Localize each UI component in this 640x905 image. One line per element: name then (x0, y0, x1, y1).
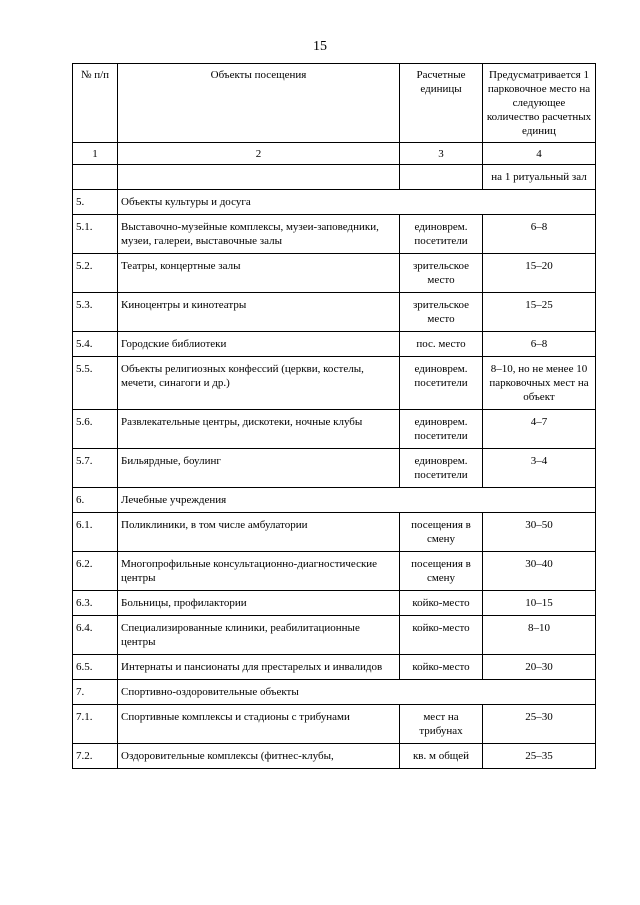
table-body (73, 165, 596, 769)
section-title: Лечебные учреждения (118, 488, 596, 513)
unit: койко-место (400, 591, 483, 616)
object-name: Городские библиотеки (118, 332, 400, 357)
object-name: Спортивные комплексы и стадионы с трибунами (118, 705, 400, 744)
object-name: Развлекательные центры, дискотеки, ночные клубы (118, 410, 400, 449)
header-parking-ratio: Предусматривается 1 парковочное место на следующее количество расчетных единиц (483, 64, 596, 143)
table-row (73, 655, 596, 680)
object-name: Киноцентры и кинотеатры (118, 293, 400, 332)
parking-value: 10–15 (483, 591, 596, 616)
object-name: Поликлиники, в том числе амбулатории (118, 513, 400, 552)
parking-value: 15–20 (483, 254, 596, 293)
header-row (73, 64, 596, 143)
row-number: 7.1. (73, 705, 118, 744)
unit: посещения в смену (400, 513, 483, 552)
table-row (73, 332, 596, 357)
row-number: 6.2. (73, 552, 118, 591)
section-row (73, 488, 596, 513)
column-number: 4 (483, 143, 596, 165)
parking-value: 6–8 (483, 215, 596, 254)
row-number: 5. (73, 190, 118, 215)
row-number: 6.5. (73, 655, 118, 680)
table-row (73, 449, 596, 488)
section-title: Спортивно-оздоровительные объекты (118, 680, 596, 705)
table-row (73, 254, 596, 293)
unit: посещения в смену (400, 552, 483, 591)
unit: мест на трибунах (400, 705, 483, 744)
parking-value: 6–8 (483, 332, 596, 357)
row-number: 5.6. (73, 410, 118, 449)
row-number: 5.7. (73, 449, 118, 488)
parking-value: 30–50 (483, 513, 596, 552)
section-row (73, 190, 596, 215)
unit: единоврем. посетители (400, 215, 483, 254)
unit: кв. м общей (400, 744, 483, 769)
unit: зрительское место (400, 293, 483, 332)
column-numbers-row (73, 143, 596, 165)
row-number: 5.4. (73, 332, 118, 357)
column-number: 2 (118, 143, 400, 165)
object-name: Специализированные клиники, реабилитационные центры (118, 616, 400, 655)
parking-value: 25–30 (483, 705, 596, 744)
unit: единоврем. посетители (400, 357, 483, 410)
header-objects: Объекты посещения (118, 64, 400, 143)
object-name (118, 165, 400, 190)
unit: пос. место (400, 332, 483, 357)
object-name: Интернаты и пансионаты для престарелых и инвалидов (118, 655, 400, 680)
object-name: Бильярдные, боулинг (118, 449, 400, 488)
parking-value: 8–10 (483, 616, 596, 655)
unit: койко-место (400, 655, 483, 680)
parking-value: на 1 ритуальный зал (483, 165, 596, 190)
row-number: 6. (73, 488, 118, 513)
header-units: Расчетные единицы (400, 64, 483, 143)
parking-value: 20–30 (483, 655, 596, 680)
object-name: Больницы, профилактории (118, 591, 400, 616)
header-number: № п/п (73, 64, 118, 143)
page-number: 15 (313, 39, 327, 54)
row-number: 7. (73, 680, 118, 705)
parking-value: 4–7 (483, 410, 596, 449)
parking-value: 8–10, но не менее 10 парковочных мест на объект (483, 357, 596, 410)
unit: единоврем. посетители (400, 449, 483, 488)
section-title: Объекты культуры и досуга (118, 190, 596, 215)
unit: единоврем. посетители (400, 410, 483, 449)
table-row (73, 165, 596, 190)
unit: зрительское место (400, 254, 483, 293)
row-number: 5.5. (73, 357, 118, 410)
table-row (73, 293, 596, 332)
table-row (73, 410, 596, 449)
parking-value: 3–4 (483, 449, 596, 488)
table-row (73, 744, 596, 769)
row-number: 5.2. (73, 254, 118, 293)
row-number: 5.3. (73, 293, 118, 332)
object-name: Многопрофильные консультационно-диагностические центры (118, 552, 400, 591)
table-row (73, 357, 596, 410)
object-name: Театры, концертные залы (118, 254, 400, 293)
table-row (73, 616, 596, 655)
unit: койко-место (400, 616, 483, 655)
parking-value: 25–35 (483, 744, 596, 769)
row-number: 5.1. (73, 215, 118, 254)
column-number: 3 (400, 143, 483, 165)
unit (400, 165, 483, 190)
column-number: 1 (73, 143, 118, 165)
parking-value: 30–40 (483, 552, 596, 591)
parking-norms-table (72, 63, 596, 769)
table-row (73, 215, 596, 254)
section-row (73, 680, 596, 705)
object-name: Оздоровительные комплексы (фитнес-клубы, (118, 744, 400, 769)
table-row (73, 591, 596, 616)
table-row (73, 705, 596, 744)
table-row (73, 513, 596, 552)
row-number: 6.1. (73, 513, 118, 552)
row-number: 6.3. (73, 591, 118, 616)
parking-value: 15–25 (483, 293, 596, 332)
object-name: Выставочно-музейные комплексы, музеи-заповедники, музеи, галереи, выставочные залы (118, 215, 400, 254)
row-number: 6.4. (73, 616, 118, 655)
row-number: 7.2. (73, 744, 118, 769)
row-number (73, 165, 118, 190)
table-row (73, 552, 596, 591)
object-name: Объекты религиозных конфессий (церкви, костелы, мечети, синагоги и др.) (118, 357, 400, 410)
